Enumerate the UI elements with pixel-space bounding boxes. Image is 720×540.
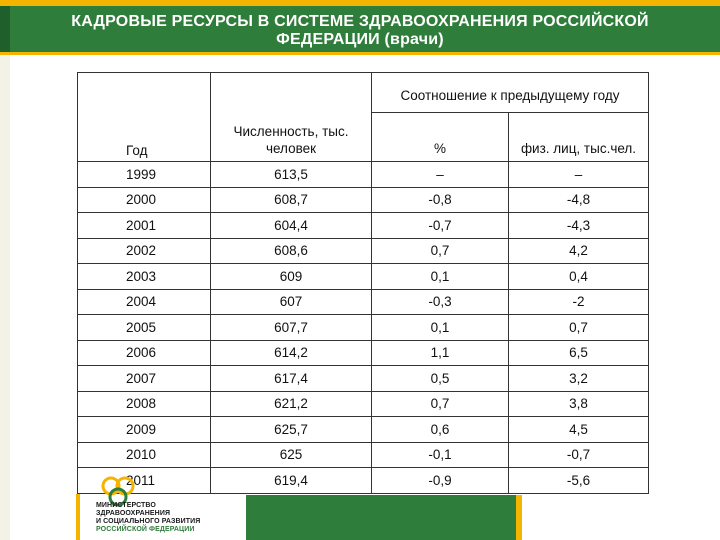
table-row <box>78 391 649 417</box>
cell-phys: -5,6 <box>509 468 649 494</box>
cell-phys: 0,4 <box>509 264 649 290</box>
cell-percent: – <box>372 162 509 188</box>
cell-phys: -0,7 <box>509 442 649 468</box>
cell-phys: 3,2 <box>509 366 649 392</box>
bottom-gold-bar-left <box>76 494 80 540</box>
page-title <box>14 13 706 49</box>
ministry-logo <box>92 474 230 540</box>
cell-year: 2007 <box>78 366 211 392</box>
cell-year: 2003 <box>78 264 211 290</box>
cell-count: 608,6 <box>211 238 372 264</box>
cell-year: 2004 <box>78 289 211 315</box>
cell-percent: 0,5 <box>372 366 509 392</box>
ministry-logo-text <box>96 502 230 534</box>
cell-phys: 3,8 <box>509 391 649 417</box>
cell-phys: 6,5 <box>509 340 649 366</box>
bottom-gold-bar-right <box>516 495 522 540</box>
table-row <box>78 187 649 213</box>
table-row <box>78 417 649 443</box>
cell-percent: -0,9 <box>372 468 509 494</box>
cell-year: 1999 <box>78 162 211 188</box>
cell-year: 2005 <box>78 315 211 341</box>
cell-percent: 0,1 <box>372 264 509 290</box>
logo-line-1: МИНИСТЕРСТВО <box>96 502 156 509</box>
physicians-table <box>77 72 649 494</box>
cell-phys: -2 <box>509 289 649 315</box>
cell-year: 2008 <box>78 391 211 417</box>
cell-count: 625 <box>211 442 372 468</box>
cell-count: 614,2 <box>211 340 372 366</box>
title-band <box>0 6 720 55</box>
table-row <box>78 289 649 315</box>
cell-percent: 0,7 <box>372 238 509 264</box>
cell-count: 609 <box>211 264 372 290</box>
cell-year: 2011 <box>78 468 211 494</box>
header-row-top <box>78 73 649 113</box>
cell-phys: -4,3 <box>509 213 649 239</box>
cell-percent: 0,7 <box>372 391 509 417</box>
cell-year: 2001 <box>78 213 211 239</box>
header-ratio-group: Соотношение к предыдущему году <box>372 73 649 113</box>
table-row <box>78 162 649 188</box>
header-phys: физ. лиц, тыс.чел. <box>509 113 649 162</box>
cell-percent: -0,7 <box>372 213 509 239</box>
cell-percent: 0,6 <box>372 417 509 443</box>
cell-percent: 0,1 <box>372 315 509 341</box>
cell-year: 2006 <box>78 340 211 366</box>
cell-count: 613,5 <box>211 162 372 188</box>
header-count: Численность, тыс. человек <box>211 73 372 162</box>
cell-count: 625,7 <box>211 417 372 443</box>
page-title-line-2: ФЕДЕРАЦИИ (врачи) <box>276 31 444 48</box>
cell-year: 2009 <box>78 417 211 443</box>
logo-line-4: РОССИЙСКОЙ ФЕДЕРАЦИИ <box>96 526 195 533</box>
header-percent: % <box>372 113 509 162</box>
cell-count: 617,4 <box>211 366 372 392</box>
cell-count: 604,4 <box>211 213 372 239</box>
cell-count: 607,7 <box>211 315 372 341</box>
cell-phys: -4,8 <box>509 187 649 213</box>
table-row <box>78 315 649 341</box>
cell-count: 608,7 <box>211 187 372 213</box>
table-row <box>78 366 649 392</box>
cell-phys: 0,7 <box>509 315 649 341</box>
page-title-line-1: КАДРОВЫЕ РЕСУРСЫ В СИСТЕМЕ ЗДРАВООХРАНЕНИЯ РОССИЙСКОЙ <box>71 13 649 30</box>
cell-count: 619,4 <box>211 468 372 494</box>
cell-percent: -0,3 <box>372 289 509 315</box>
side-band <box>0 55 10 540</box>
table-row <box>78 213 649 239</box>
cell-count: 607 <box>211 289 372 315</box>
table-row <box>78 238 649 264</box>
bottom-green-bar <box>246 495 516 540</box>
cell-phys: – <box>509 162 649 188</box>
cell-percent: -0,8 <box>372 187 509 213</box>
logo-line-2: ЗДРАВООХРАНЕНИЯ <box>96 510 171 517</box>
cell-year: 2010 <box>78 442 211 468</box>
cell-year: 2002 <box>78 238 211 264</box>
logo-line-3: И СОЦИАЛЬНОГО РАЗВИТИЯ <box>96 518 201 525</box>
table-row <box>78 340 649 366</box>
header-year: Год <box>78 73 211 162</box>
cell-percent: 1,1 <box>372 340 509 366</box>
cell-percent: -0,1 <box>372 442 509 468</box>
table-row <box>78 264 649 290</box>
cell-phys: 4,2 <box>509 238 649 264</box>
title-band-edge <box>0 6 10 52</box>
cell-year: 2000 <box>78 187 211 213</box>
cell-count: 621,2 <box>211 391 372 417</box>
cell-phys: 4,5 <box>509 417 649 443</box>
table-row <box>78 442 649 468</box>
